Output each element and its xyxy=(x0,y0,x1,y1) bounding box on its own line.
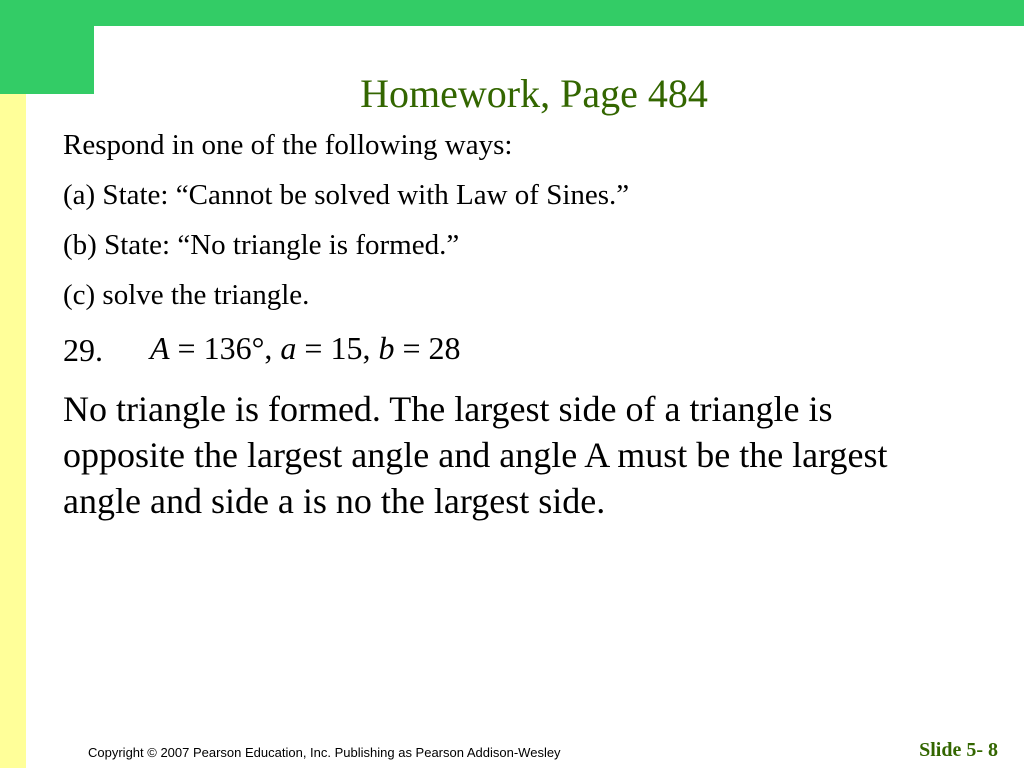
equation-value: = 15, xyxy=(296,330,379,366)
equation-variable: b xyxy=(378,330,395,366)
equation-value: = 28 xyxy=(394,330,461,366)
equation-value: = 136°, xyxy=(169,330,281,366)
instruction-line: Respond in one of the following ways: xyxy=(63,129,513,161)
instruction-line: (a) State: “Cannot be solved with Law of Sines.” xyxy=(63,179,630,211)
answer-text: No triangle is formed. The largest side of a triangle is opposite the largest angle and angle A must be the largest angle and side a is no the largest side. xyxy=(63,389,888,521)
instruction-line: (c) solve the triangle. xyxy=(63,279,310,311)
slide-title: Homework, Page 484 xyxy=(360,71,708,116)
problem-equation xyxy=(150,328,460,368)
left-accent-bar xyxy=(0,94,26,768)
equation-variable: a xyxy=(280,330,297,366)
copyright-footer: Copyright © 2007 Pearson Education, Inc. Publishing as Pearson Addison-Wesley xyxy=(88,745,561,760)
top-accent-bar xyxy=(0,0,1024,26)
slide-number: Slide 5- 8 xyxy=(919,739,998,761)
equation-variable: A xyxy=(150,330,170,366)
problem-number: 29. xyxy=(63,332,103,368)
instruction-line: (b) State: “No triangle is formed.” xyxy=(63,229,460,261)
